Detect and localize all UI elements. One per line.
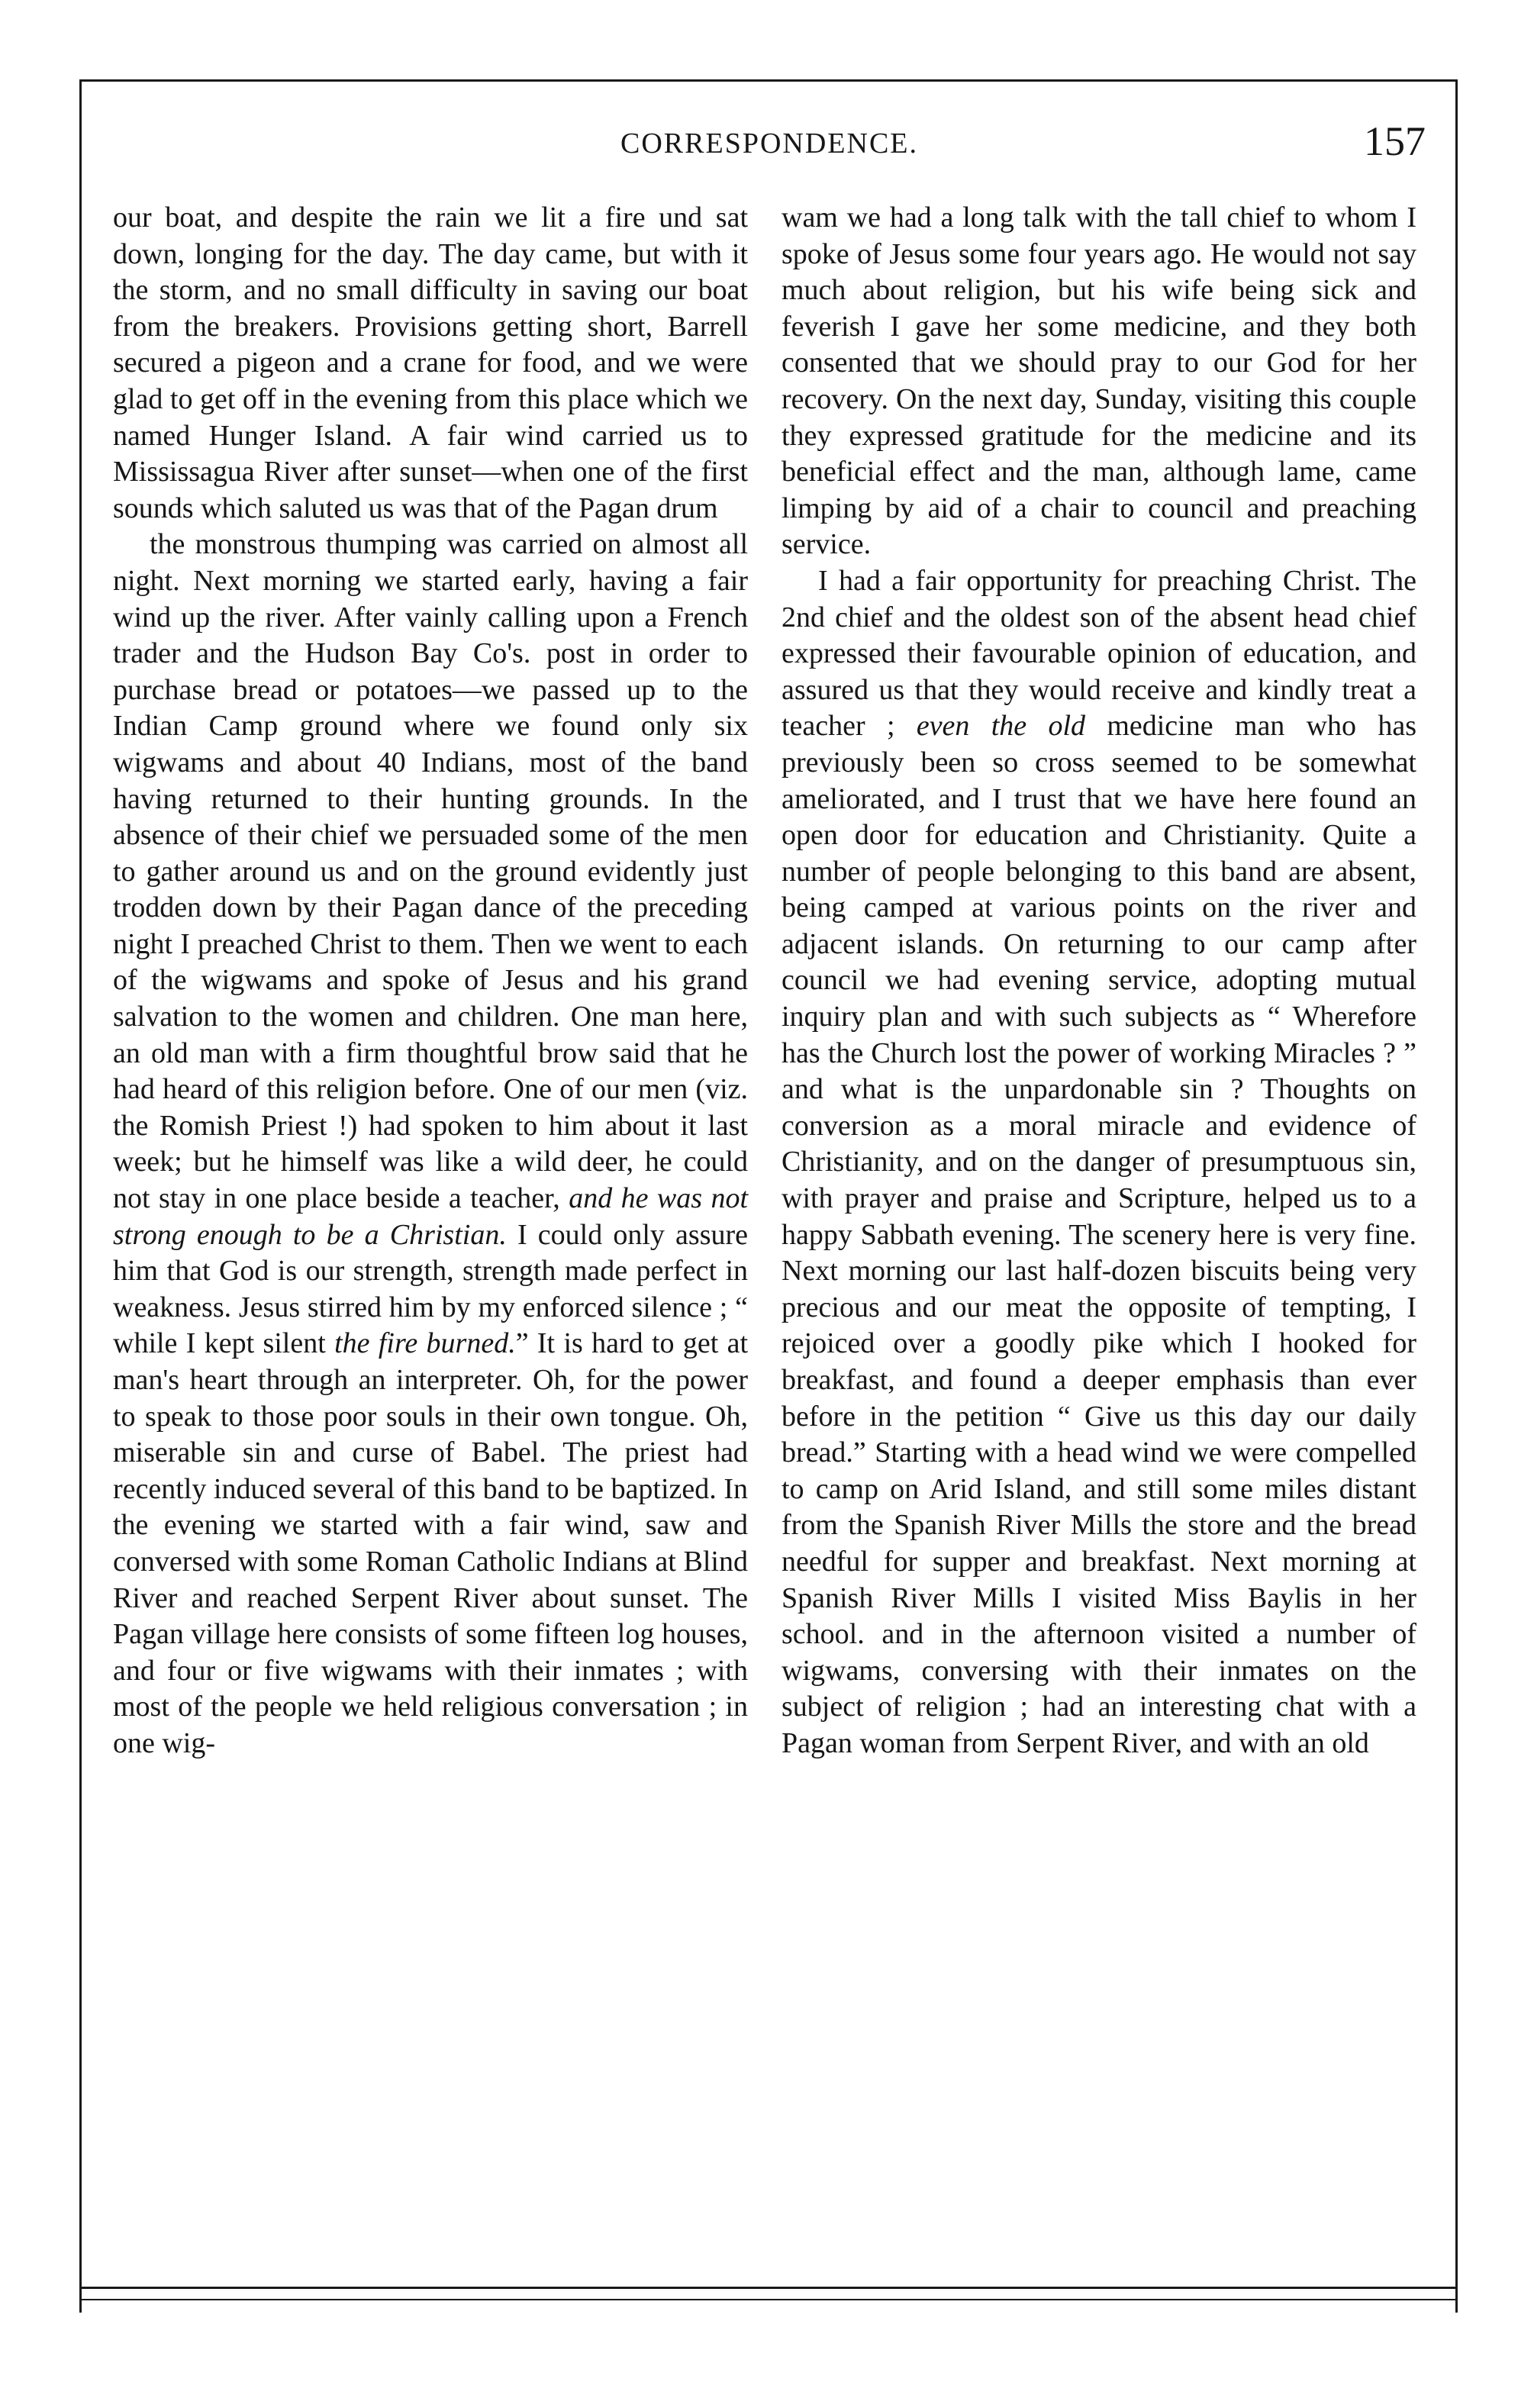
right-italic-phrase: even the old [916, 710, 1086, 743]
left-column [113, 200, 748, 1762]
bottom-rule-secondary [79, 2299, 1458, 2300]
left-after-italic: I could only assure him that God is our strength, strength made perfect in weakness. Jesus stirred him by my enforced silence ; “ while I kept silent [113, 1218, 749, 1360]
left-after-italic-2: ” It is hard to get at man's heart through an interpreter. Oh, for the power to speak to those poor souls in their own tongue. Oh, miserable sin and curse of Babel. The priest had recently induced several of this band to be baptized. In the evening we started with a fair wind, saw and conversed with some Roman Catholic Indians at Blind River and reached Serpent River about sunset. The Pagan village here consists of some fifteen log houses, and four or five wigwams with their inmates ; with most of the people we held religious conversation ; in one wig- [113, 1327, 748, 1759]
left-paragraph-2 [113, 527, 748, 1762]
bottom-rule [79, 2287, 1458, 2289]
running-head [107, 118, 1432, 174]
left-paragraph-1: our boat, and despite the rain we lit a fire und sat down, longing for the day. The day came, but with it the storm, and no small difficulty in saving our boat from the breakers. Provisions getting short, Barrell secured a pigeon and a crane for food, and we were glad to get off in the evening from this place which we named Hunger Island. A fair wind carried us to Mississagua River after sunset—when one of the first sounds which saluted us was that of the Pagan drum [113, 201, 748, 524]
right-column [782, 200, 1416, 1762]
right-paragraph-1: wam we had a long talk with the tall chief to whom I spoke of Jesus some four years ago. He would not say much about religion, but his wife being sick and feverish I gave her some medicine, and they both consented that we should pray to our God for her recovery. On the next day, Sunday, visiting this couple they expressed gratitude for the medicine and its beneficial effect and the man, although lame, came limping by aid of a chair to council and preaching service. [782, 201, 1416, 561]
right-paragraph-2 [782, 563, 1416, 1762]
left-paragraph-2-text: the monstrous thumping was carried on almost all night. Next morning we started early, having a fair wind up the river. After vainly calling upon a French trader and the Hudson Bay Co's. post in order to purchase bread or potatoes—we passed up to the Indian Camp ground where we found only six wigwams and about 40 Indians, most of the band having returned to their hunting grounds. In the absence of their chief we persuaded some of the men to gather around us and on the ground evidently just trodden down by their Pagan dance of the preceding night I preached Christ to them. Then we went to each of the wigwams and spoke of Jesus and his grand salvation to the women and children. One man here, an old man with a firm thoughtful brow said that he had heard of this religion before. One of our men (viz. the Romish Priest !) had spoken to him about it last week; but he himself was like a wild deer, he could not stay in one place beside a teacher, [113, 528, 748, 1215]
right-paragraph-2-start: I had a fair opportunity for preaching Christ. The 2nd chief and the oldest son of the absent head chief expressed their favourable opinion of education, and assured us that they would receive and kindly treat a teacher ; [782, 564, 1416, 743]
left-italic-phrase: and he was not strong enough to be a Christian. [113, 1182, 749, 1251]
page-number: 157 [1364, 118, 1426, 164]
left-italic-phrase-2: the fire burned. [334, 1327, 516, 1360]
right-paragraph-2-rest: medicine man who has previously been so cross seemed to be somewhat ameliorated, and I trust that we have here found an open door for education and Christianity. Quite a number of people belonging to this band are absent, being camped at various points on the river and adjacent islands. On returning to our camp after council we had evening service, adopting mutual inquiry plan and with such subjects as “ Wherefore has the Church lost the power of working Miracles ? ” and what is the unpardonable sin ? Thoughts on conversion as a moral miracle and evidence of Christianity, and on the danger of presumptuous sin, with prayer and praise and Scripture, helped us to a happy Sabbath evening. The scenery here is very fine. Next morning our last half-dozen biscuits being very precious and our meat the opposite of tempting, I rejoiced over a goodly pike which I hooked for breakfast, and found a deeper emphasis than ever before in the petition “ Give us this day our daily bread.” Starting with a head wind we were compelled to camp on Arid Island, and still some miles distant from the Spanish River Mills the store and the bread needful for supper and breakfast. Next morning at Spanish River Mills I visited Miss Baylis in her school. and in the afternoon visited a number of wigwams, conversing with their inmates on the subject of religion ; had an interesting chat with a Pagan woman from Serpent River, and with an old [782, 710, 1416, 1759]
running-title: CORRESPONDENCE. [620, 127, 918, 160]
